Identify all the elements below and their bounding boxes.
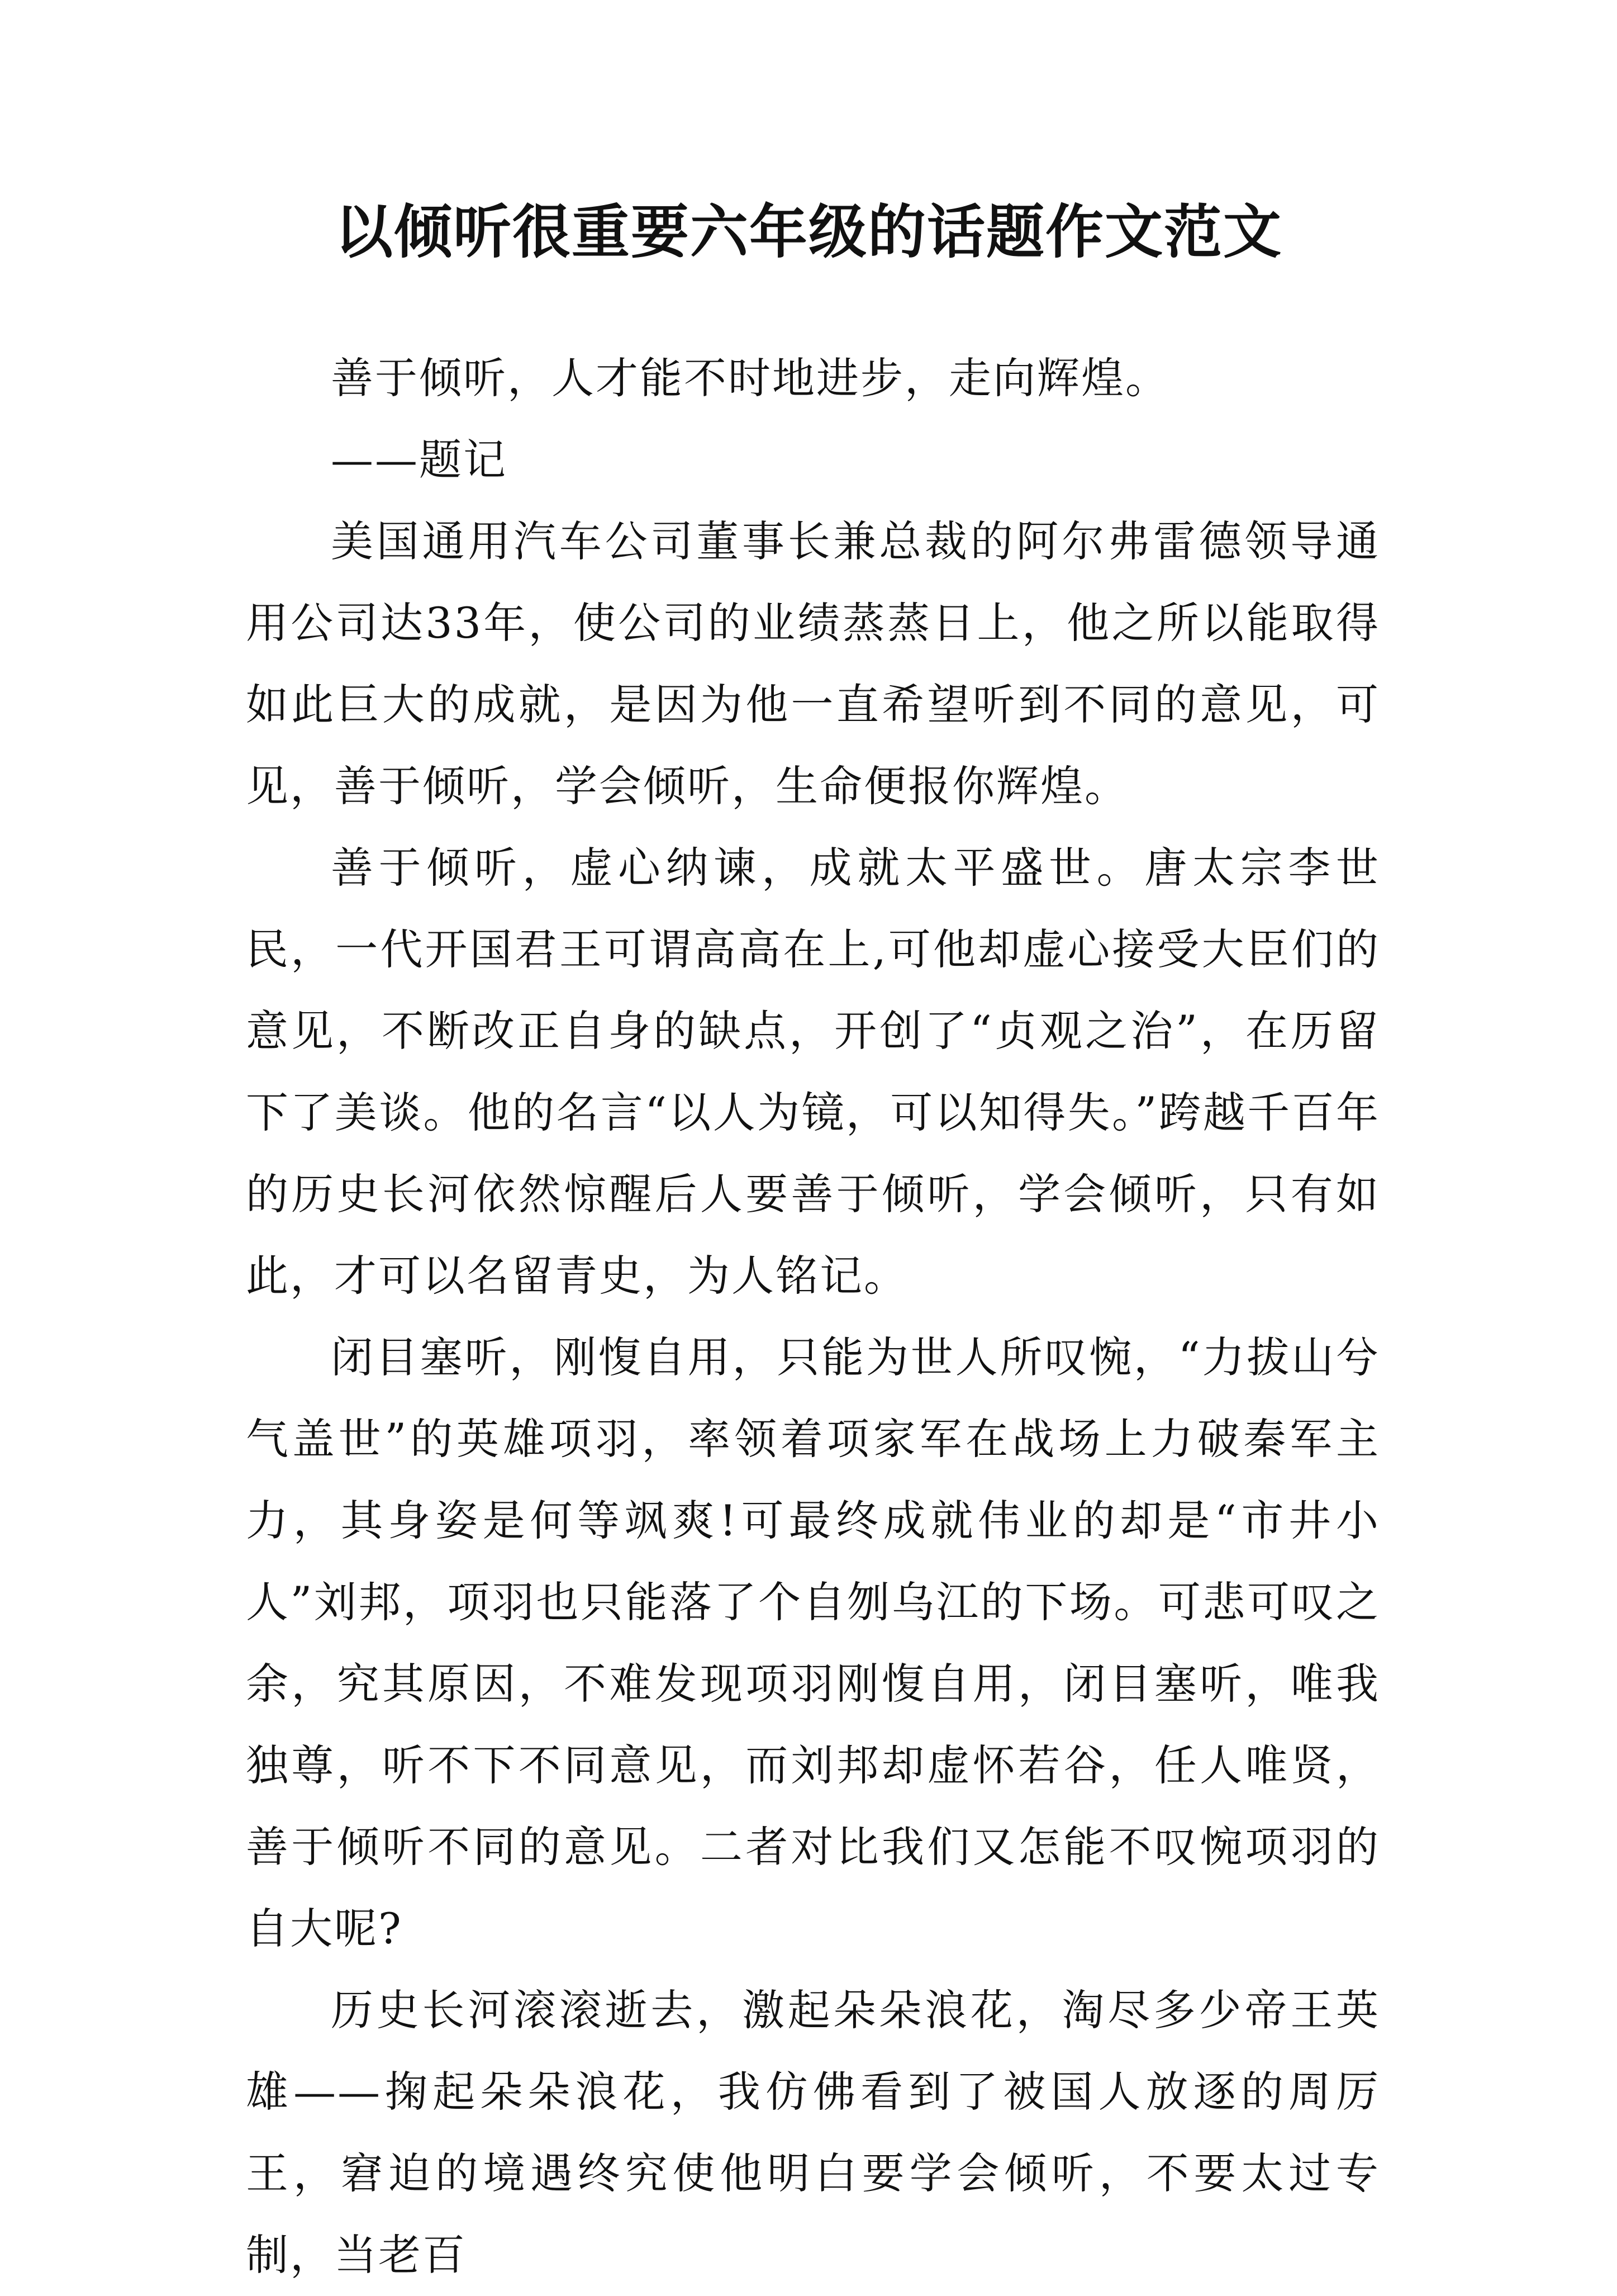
paragraph: 美国通用汽车公司董事长兼总裁的阿尔弗雷德领导通用公司达33年，使公司的业绩蒸蒸日上，他之所以能取得如此巨大的成就，是因为他一直希望听到不同的意见，可见，善于倾听，学会倾听，生命便报你辉煌。: [246, 516, 1380, 811]
paragraph: 善于倾听，虚心纳谏，成就太平盛世。唐太宗李世民，一代开国君王可谓高高在上,可他却虚心接受大臣们的意见，不断改正自身的缺点，开创了“贞观之治”，在历留下了美谈。他的名言“以人为镜，可以知得失。”跨越千百年的历史长河依然惊醒后人要善于倾听，学会倾听，只有如此，才可以名留青史，为人铭记。: [246, 843, 1380, 1301]
document-title: 以倾听很重要六年级的话题作文范文: [334, 197, 1282, 266]
paragraph: 历史长河滚滚逝去，激起朵朵浪花，淘尽多少帝王英雄——掬起朵朵浪花，我仿佛看到了被国人放逐的周厉王，窘迫的境遇终究使他明白要学会倾听，不要太过专制，当老百: [246, 1985, 1380, 2280]
paragraph-epigraph: 善于倾听，人才能不时地进步，走向辉煌。: [331, 353, 1169, 403]
paragraph-epigraph-attribution: ——题记: [331, 435, 507, 485]
document-body: [246, 338, 1380, 2296]
paragraph: 闭目塞听，刚愎自用，只能为世人所叹惋，“力拔山兮气盖世”的英雄项羽，率领着项家军在战场上力破秦军主力，其身姿是何等飒爽!可最终成就伟业的却是“市井小人”刘邦，项羽也只能落了个自刎乌江的下场。可悲可叹之余，究其原因，不难发现项羽刚愎自用，闭目塞听，唯我独尊，听不下不同意见，而刘邦却虚怀若谷，任人唯贤，善于倾听不同的意见。二者对比我们又怎能不叹惋项羽的自大呢?: [246, 1332, 1380, 1953]
